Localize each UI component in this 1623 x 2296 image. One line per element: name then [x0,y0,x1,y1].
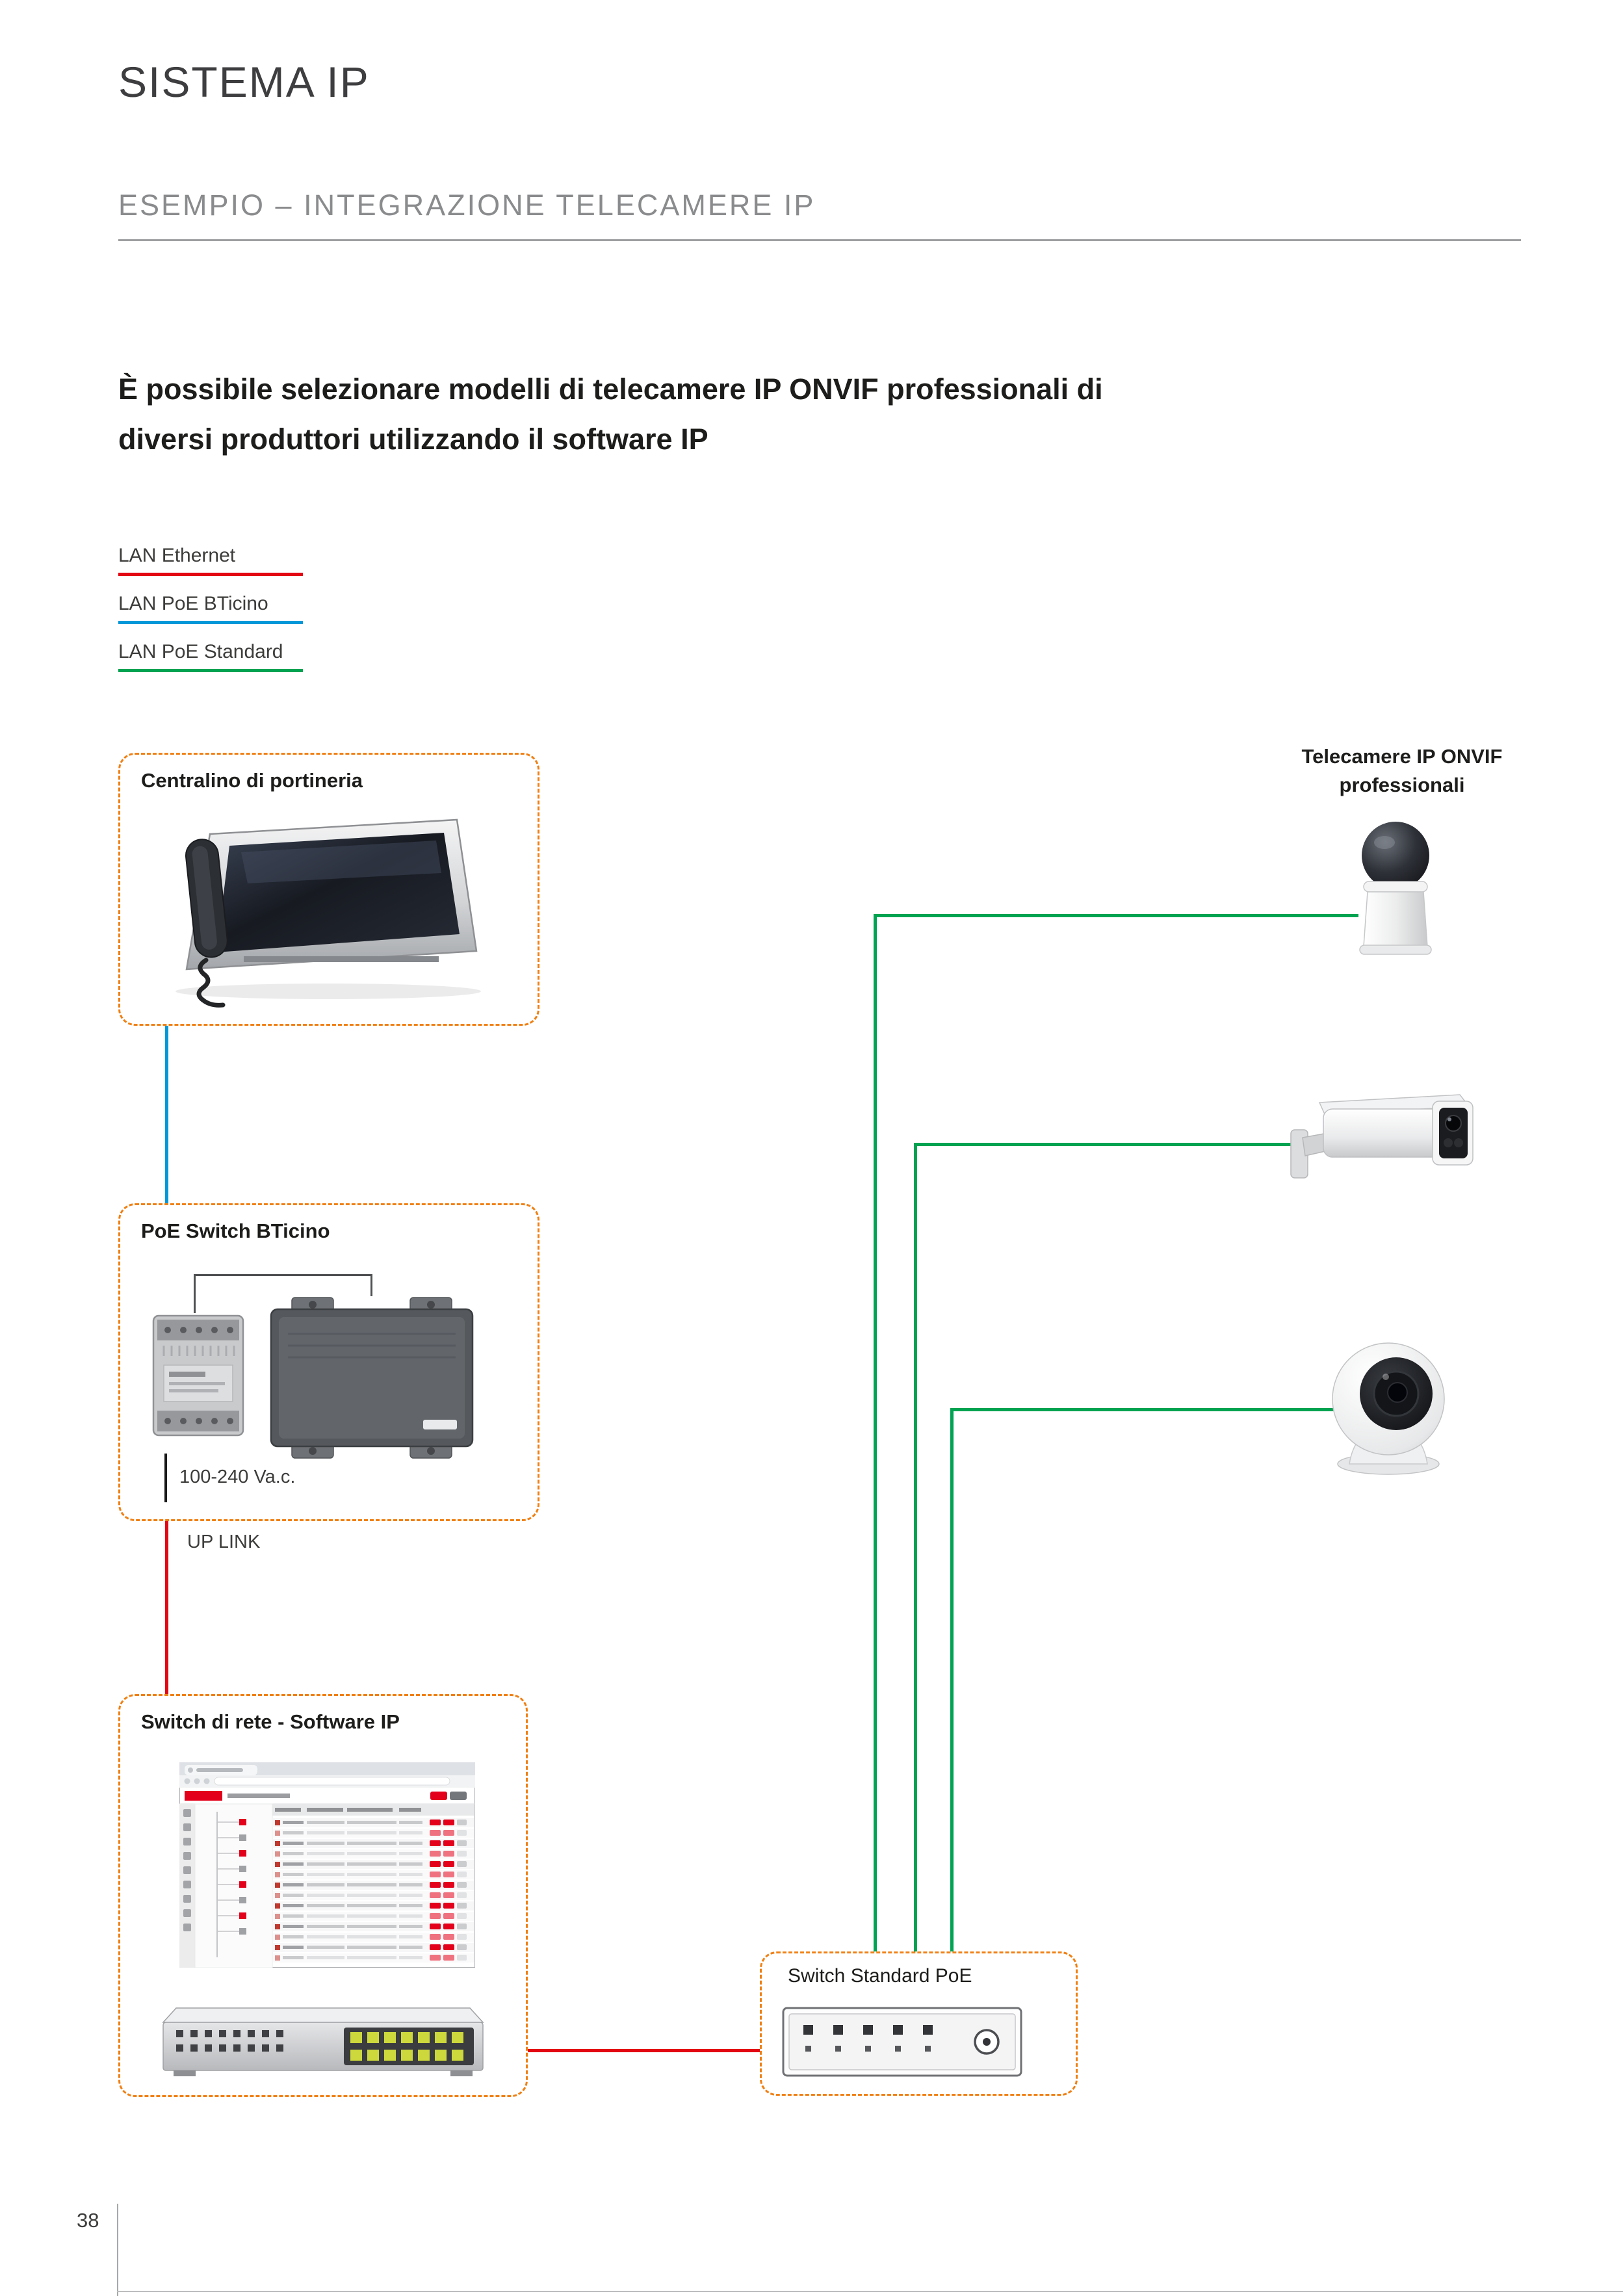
section-subtitle: ESEMPIO – INTEGRAZIONE TELECAMERE IP [118,189,816,222]
legend-line-lan-poe-standard [118,669,303,672]
ethernet-horizontal-line [528,2049,760,2052]
subtitle-rule [118,239,1521,241]
uplink-label: UP LINK [187,1532,261,1552]
page-number: 38 [77,2209,99,2232]
bullet-camera-image [1286,1073,1485,1207]
poe-standard-horizontal-line-1 [874,914,1358,917]
legend-item-lan-poe-bticino [118,593,303,624]
box-standard-poe [760,1951,1078,2096]
box-network-switch [118,1694,528,2097]
intro-heading [118,364,1103,464]
box-network-switch-label: Switch di rete - Software IP [141,1710,400,1733]
cameras-label-line-1: Telecamere IP ONVIF [1301,745,1503,768]
intro-line-1: È possibile selezionare modelli di telecamere IP ONVIF professionali di [118,372,1103,406]
legend-label-lan-poe-standard: LAN PoE Standard [118,641,283,662]
desk-intercom-image [146,796,491,1011]
uplink-ethernet-vertical-line [165,1521,168,1694]
footer-horizontal-rule [117,2291,1623,2292]
mains-power-tick [164,1454,167,1502]
legend-line-lan-poe-bticino [118,621,303,624]
box-centralino [118,753,539,1026]
page-title: SISTEMA IP [118,58,370,106]
box-poe-switch-label: PoE Switch BTicino [141,1220,330,1242]
cameras-label [1240,742,1565,800]
poe-standard-vertical-line-3 [950,1408,954,1951]
ptz-dome-camera-image [1344,814,1447,959]
box-standard-poe-label: Switch Standard PoE [788,1965,972,1987]
intro-line-2: diversi produttori utilizzando il software IP [118,423,708,456]
cameras-label-line-2: professionali [1339,774,1465,796]
poe-standard-horizontal-line-3 [950,1408,1339,1411]
legend-line-lan-ethernet [118,573,303,576]
poe-standard-vertical-line-1 [874,914,877,1951]
rack-switch-image [154,2004,492,2080]
ip-software-screenshot [179,1762,475,1968]
footer-vertical-rule [117,2204,118,2296]
mains-power-label: 100-240 Va.c. [179,1467,296,1487]
box-centralino-label: Centralino di portineria [141,769,363,792]
standard-poe-switch-image [781,2004,1023,2080]
eyeball-dome-camera-image [1323,1331,1453,1477]
legend [118,545,303,689]
poe-standard-horizontal-line-2 [914,1143,1300,1146]
psu-wire-left [194,1274,196,1313]
legend-label-lan-poe-bticino: LAN PoE BTicino [118,593,268,614]
legend-item-lan-ethernet [118,545,303,576]
legend-item-lan-poe-standard [118,641,303,672]
psu-wire-right [370,1274,372,1296]
lan-poe-bticino-connection-line [165,1026,168,1203]
psu-wire-top [194,1274,372,1276]
power-supply-image [149,1311,247,1441]
legend-label-lan-ethernet: LAN Ethernet [118,545,236,566]
poe-switch-bticino-image [265,1295,479,1461]
poe-standard-vertical-line-2 [914,1143,917,1951]
